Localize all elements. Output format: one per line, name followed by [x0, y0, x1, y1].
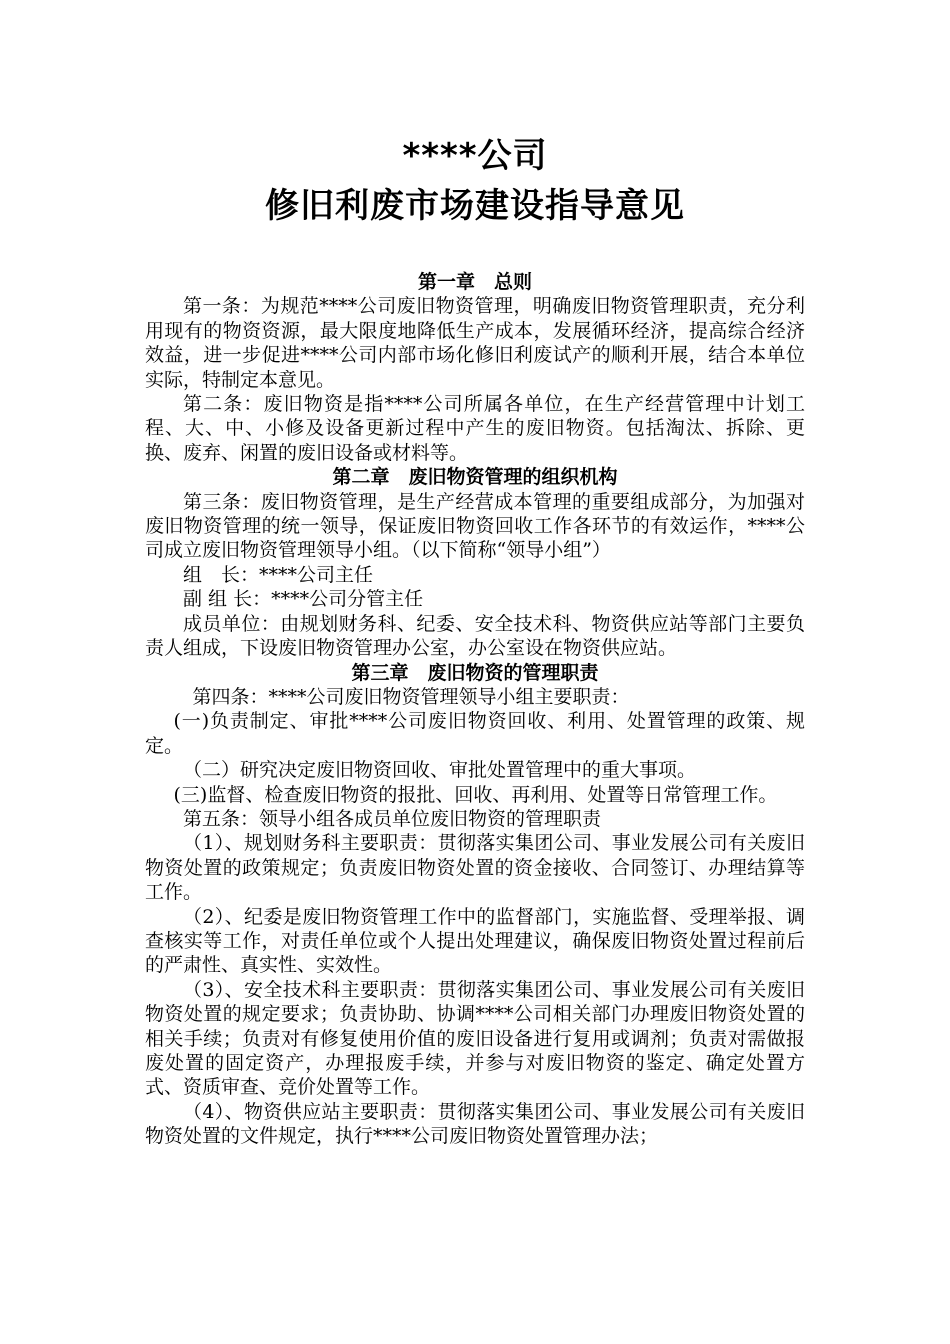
document-title-main: 修旧利废市场建设指导意见 [265, 186, 685, 226]
article-4-item-2: （二）研究决定废旧物资回收、审批处置管理中的重大事项。 [183, 759, 697, 782]
chapter-3-heading: 第三章 废旧物资的管理职责 [351, 661, 599, 684]
article-4-item-3: (三)监督、检查废旧物资的报批、回收、再利用、处置等日常管理工作。 [173, 783, 778, 806]
article-4: 第四条：****公司废旧物资管理领导小组主要职责： [192, 685, 630, 708]
document-title-company: ****公司 [402, 136, 548, 176]
article-5-item-1: （1）、规划财务科主要职责：贯彻落实集团公司、事业发展公司有关废旧物资处置的政策规定；负责废旧物资处置的资金接收、合同签订、办理结算等工作。 [145, 832, 805, 904]
article-5-item-4: （4）、物资供应站主要职责：贯彻落实集团公司、事业发展公司有关废旧物资处置的文件规定，执行****公司废旧物资处置管理办法； [145, 1100, 805, 1148]
article-3: 第三条：废旧物资管理，是生产经营成本管理的重要组成部分，为加强对废旧物资管理的统一领导，保证废旧物资回收工作各环节的有效运作，****公司成立废旧物资管理领导小组。（以下简称“领导小组”） [145, 490, 805, 562]
document-body [145, 270, 805, 1149]
article-1: 第一条：为规范****公司废旧物资管理，明确废旧物资管理职责，充分利用现有的物资资源，最大限度地降低生产成本，发展循环经济，提高综合经济效益，进一步促进****公司内部市场化修旧利废试产的顺利开展，结合本单位实际，特制定本意见。 [145, 295, 805, 391]
article-5-item-2: （2）、纪委是废旧物资管理工作中的监督部门，实施监督、受理举报、调查核实等工作，对责任单位或个人提出处理建议，确保废旧物资处置过程前后的严肃性、真实性、实效性。 [145, 905, 805, 977]
group-leader: 组 长：****公司主任 [183, 563, 374, 586]
article-2: 第二条：废旧物资是指****公司所属各单位，在生产经营管理中计划工程、大、中、小修及设备更新过程中产生的废旧物资。包括淘汰、拆除、更换、废弃、闲置的废旧设备或材料等。 [145, 393, 805, 464]
chapter-1-heading: 第一章 总则 [417, 271, 532, 293]
member-units: 成员单位：由规划财务科、纪委、安全技术科、物资供应站等部门主要负责人组成，下设废旧物资管理办公室，办公室设在物资供应站。 [145, 612, 805, 660]
article-5: 第五条：领导小组各成员单位废旧物资的管理职责 [183, 807, 602, 830]
article-5-item-3: （3）、安全技术科主要职责：贯彻落实集团公司、事业发展公司有关废旧物资处置的规定要求；负责协助、协调****公司相关部门办理废旧物资处置的相关手续；负责对有修复使用价值的废旧设备进行复用或调剂；负责对需做报废处置的固定资产，办理报废手续，并参与对废旧物资的鉴定、确定处置方式、资质审查、竞价处置等工作。 [145, 978, 805, 1099]
group-deputy: 副 组 长：****公司分管主任 [183, 588, 424, 611]
article-4-item-1: (一)负责制定、审批****公司废旧物资回收、利用、处置管理的政策、规定。 [145, 710, 805, 757]
chapter-2-heading: 第二章 废旧物资管理的组织机构 [332, 466, 618, 489]
